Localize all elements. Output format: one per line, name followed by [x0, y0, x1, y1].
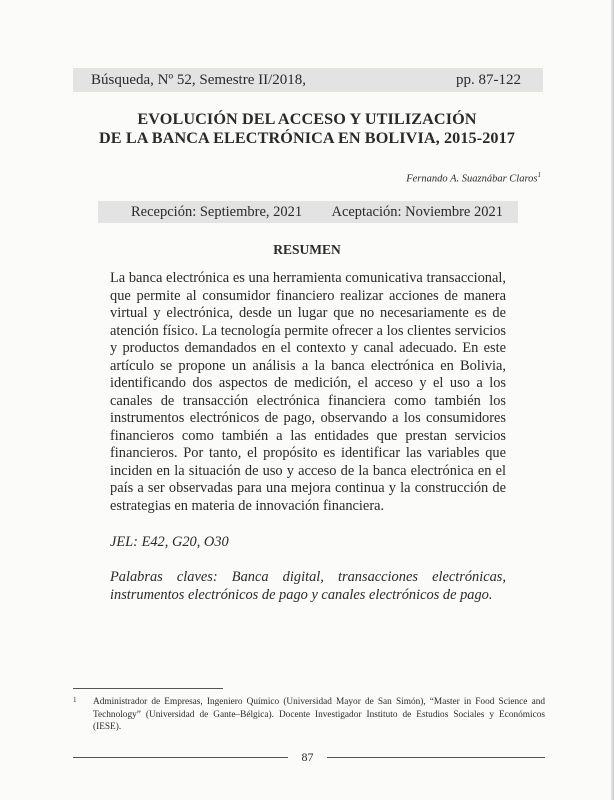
abstract-body: [110, 270, 506, 515]
title-line-2: DE LA BANCA ELECTRÓNICA EN BOLIVIA, 2015-2017: [99, 129, 515, 147]
author-name: Fernando A. Suaznábar Claros: [406, 173, 538, 185]
author-footnote-mark: 1: [537, 171, 541, 179]
acceptance-date: Aceptación: Noviembre 2021: [331, 204, 503, 220]
footnote: [73, 696, 545, 734]
author: [406, 171, 541, 185]
footnote-divider: [73, 688, 223, 689]
dates-bar: [98, 201, 518, 223]
abstract-heading: RESUMEN: [273, 242, 341, 257]
journal-info: Búsqueda, Nº 52, Semestre II/2018,: [91, 72, 307, 88]
jel-codes: JEL: E42, G20, O30: [110, 534, 229, 550]
abstract-text: La banca electrónica es una herramienta comunicativa transaccional, que permite al consumidor financiero realizar acciones de manera virtual y electrónica, desde un lugar que no necesariamente es de atención físico. La tecnología permite ofrecer a los clientes servicios y productos demandados en el contexto y canal adecuado. En este artículo se propone un análisis a la banca electrónica en Bolivia, identificando dos aspectos de medición, el acceso y el uso a los canales de transacción electrónica financiera como también los instrumentos electrónicos de pago, observando a los consumidores financieros como también a las entidades que prestan servicios financieros. Por tanto, el propósito es identificar las variables que inciden en la situación de uso y acceso de la banca electrónica en el país a ser observadas para una mejora continua y la construcción de estrategias en materia de innovación financiera.: [110, 270, 506, 514]
page-number-rule-left: [73, 757, 288, 758]
journal-header-bar: [73, 68, 543, 92]
footnote-number: 1: [73, 696, 77, 704]
footnote-text: Administrador de Empresas, Ingeniero Químico (Universidad Mayor de San Simón), “Master in Food Science and Technology” (Universidad de Gante–Bélgica). Docente Investigador Instituto de Estudios Sociales y Económicos (IESE).: [93, 697, 545, 733]
page-number-rule-right: [327, 757, 545, 758]
page-number: 87: [301, 750, 314, 764]
title-line-1: EVOLUCIÓN DEL ACCESO Y UTILIZACIÓN: [137, 110, 477, 128]
keywords: Palabras claves: Banca digital, transacciones electrónicas, instrumentos electrónicos de pago y canales electrónicos de pago.: [110, 569, 506, 603]
article-title: [0, 110, 614, 148]
page-range: pp. 87-122: [456, 72, 521, 88]
reception-date: Recepción: Septiembre, 2021: [131, 204, 303, 220]
